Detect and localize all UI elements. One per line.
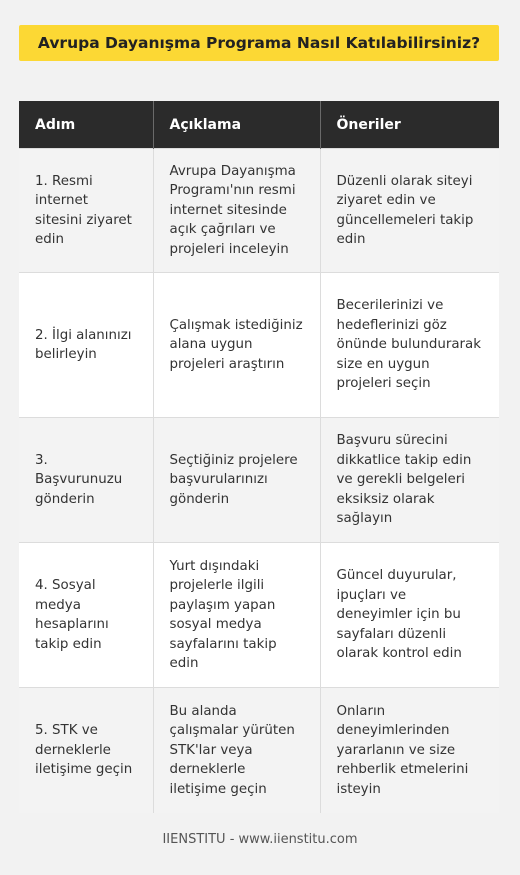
- step-cell: 2. İlgi alanınızı belirleyin: [19, 273, 153, 418]
- description-cell: Çalışmak istediğiniz alana uygun projeleri araştırın: [153, 273, 320, 418]
- table-header: [19, 101, 499, 149]
- description-cell: Yurt dışındaki projelerle ilgili paylaşım yapan sosyal medya sayfalarını takip edin: [153, 543, 320, 688]
- step-cell: 4. Sosyal medya hesaplarını takip edin: [19, 543, 153, 688]
- header-step: Adım: [19, 101, 153, 149]
- suggestion-cell: Düzenli olarak siteyi ziyaret edin ve güncellemeleri takip edin: [320, 149, 499, 273]
- steps-table: [19, 101, 499, 813]
- footer-credit: IIENSTITU - www.iienstitu.com: [162, 832, 358, 847]
- table-row: [19, 543, 499, 688]
- step-cell: 1. Resmi internet sitesini ziyaret edin: [19, 149, 153, 273]
- table-row: [19, 273, 499, 418]
- description-cell: Avrupa Dayanışma Programı'nın resmi internet sitesinde açık çağrıları ve projeleri inceleyin: [153, 149, 320, 273]
- suggestion-cell: Başvuru sürecini dikkatlice takip edin ve gerekli belgeleri eksiksiz olarak sağlayın: [320, 418, 499, 543]
- table-body: [19, 149, 499, 813]
- suggestion-cell: Becerilerinizi ve hedeflerinizi göz önünde bulundurarak size en uygun projeleri seçin: [320, 273, 499, 418]
- description-cell: Bu alanda çalışmalar yürüten STK'lar veya derneklerle iletişime geçin: [153, 688, 320, 813]
- step-cell: 5. STK ve derneklerle iletişime geçin: [19, 688, 153, 813]
- table-row: [19, 418, 499, 543]
- header-description: Açıklama: [153, 101, 320, 149]
- header-row: [19, 101, 499, 149]
- step-cell: 3. Başvurunuzu gönderin: [19, 418, 153, 543]
- suggestion-cell: Güncel duyurular, ipuçları ve deneyimler için bu sayfaları düzenli olarak kontrol edin: [320, 543, 499, 688]
- description-cell: Seçtiğiniz projelere başvurularınızı gönderin: [153, 418, 320, 543]
- suggestion-cell: Onların deneyimlerinden yararlanın ve size rehberlik etmelerini isteyin: [320, 688, 499, 813]
- header-suggestions: Öneriler: [320, 101, 499, 149]
- table-row: [19, 688, 499, 813]
- table-row: [19, 149, 499, 273]
- page-title: Avrupa Dayanışma Programa Nasıl Katılabilirsiniz?: [19, 25, 499, 61]
